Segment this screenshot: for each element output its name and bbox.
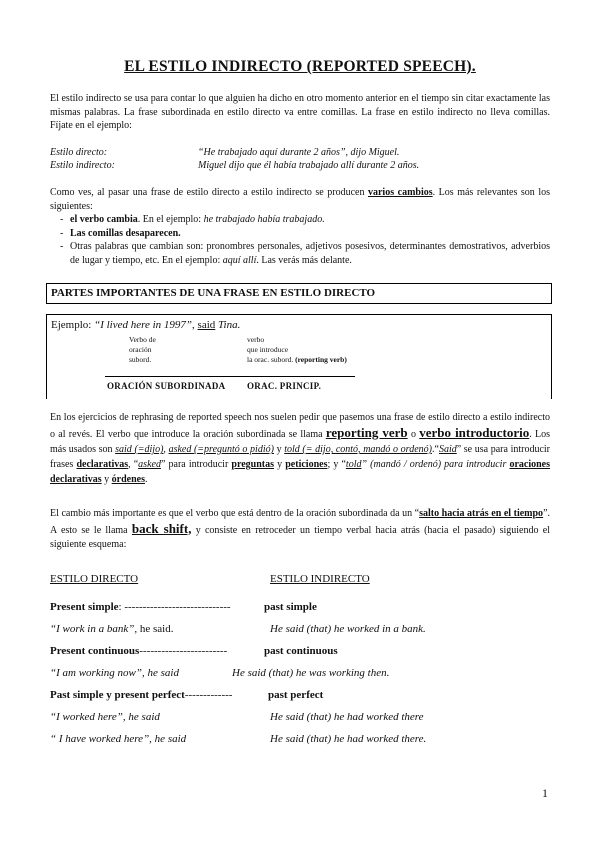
row-right: past continuous: [264, 645, 338, 657]
back-shift-paragraph: [50, 507, 550, 553]
row-right: He said (that) he had worked there: [270, 711, 424, 723]
table-row: [50, 733, 550, 755]
table-head-left: ESTILO DIRECTO: [50, 573, 139, 585]
indirect-label: Estilo indirecto:: [50, 160, 115, 171]
row-left: Past simple y present perfect: [50, 689, 185, 701]
p2-verbo-introductorio: verbo introductorio: [419, 425, 530, 440]
annot-line: verbo: [247, 335, 265, 344]
row-right: He said (that) he was working then.: [232, 667, 390, 679]
table-row: [50, 645, 550, 667]
p3-text: El cambio más importante es que el verbo que está dentro de la oración subordinada da un “: [50, 508, 420, 519]
row-right: past simple: [264, 601, 317, 613]
row-left: “ I have worked here”, he said: [50, 733, 187, 745]
p2-told: told (= dijo, contó, mandó o ordenó): [284, 444, 432, 455]
row-dash: -------------: [184, 689, 233, 701]
p3-back-shift: back shift,: [131, 520, 192, 536]
indirect-text: Miguel dijo que él había trabajado allí durante 2 años.: [198, 160, 420, 171]
annot-line: que introduce: [247, 345, 289, 354]
annot-line: Verbo de: [129, 335, 156, 344]
row-left: “I am working now”, he said: [50, 667, 179, 679]
diagram-box: [46, 314, 552, 399]
p2-text: y: [274, 459, 286, 470]
section-box: [46, 283, 552, 304]
p3-salto: salto hacia atrás en el tiempo: [419, 508, 544, 519]
changes-lead-bold: varios cambios: [367, 187, 433, 198]
p3-text: ”. A esto se le llama: [50, 508, 551, 536]
p2-said2: Said: [438, 444, 457, 455]
p2-text: ” para introducir: [160, 459, 232, 470]
table-row: [50, 689, 550, 711]
list-item: [50, 227, 550, 241]
p2-told2: told: [345, 459, 362, 470]
p2-text: ” (mandó / ordenó) para introducir: [361, 459, 510, 470]
p2-text: ,: [163, 444, 169, 455]
p2-text: .: [145, 474, 148, 485]
table-row: [50, 711, 550, 733]
item-rest: . En el ejemplo:: [137, 214, 204, 225]
p2-text: o: [407, 429, 420, 440]
p2-preguntas: preguntas: [231, 459, 274, 470]
row-dash: : -----------------------------: [118, 601, 231, 613]
p2-ordenes: órdenes: [111, 474, 145, 485]
intro-paragraph: El estilo indirecto se usa para contar lo que alguien ha dicho en otro momento anterior en el tiempo sin citar exactamente las mismas palabras. La frase subordinada en estilo directo va entre comillas. La frase en estilo indirecto no lleva comillas. Fíjate en el ejemplo:: [50, 93, 550, 131]
p2-text: ; y “: [327, 459, 346, 470]
direct-label: Estilo directo:: [50, 147, 108, 158]
item-tail: . Las verás más delante.: [256, 254, 352, 266]
ejemplo-label: Ejemplo:: [51, 319, 92, 331]
comma: ,: [192, 319, 195, 331]
item-bold: el verbo cambia: [70, 214, 138, 225]
p2-said: said (=dijo): [115, 444, 164, 455]
table-row: [50, 623, 550, 645]
p2-text: , “: [128, 459, 139, 470]
row-right: He said (that) he had worked there.: [270, 733, 427, 745]
p2-text: .“: [431, 444, 439, 455]
p3-text: y consiste en retroceder un tiempo verbal hacia atrás (hacia el pasado) siguiendo el siguiente esquema:: [50, 524, 550, 550]
tense-table: [50, 601, 550, 755]
row-dash: ------------------------: [139, 645, 228, 657]
changes-paragraph: [50, 186, 550, 267]
row-dash: he said.: [137, 623, 174, 635]
said-word: said: [197, 319, 216, 331]
section-box-title: PARTES IMPORTANTES DE UNA FRASE EN ESTILO DIRECTO: [51, 287, 376, 299]
p2-text: . Los más usados son: [50, 429, 551, 455]
row-left: “I worked here”, he said: [50, 711, 160, 723]
label-subordinada: ORACIÓN SUBORDINADA: [107, 381, 226, 391]
row-left: Present simple: [50, 601, 119, 613]
label-principal: ORAC. PRINCIP.: [247, 381, 322, 391]
sub-underline: [105, 376, 257, 377]
reporting-verb-paragraph: [50, 410, 550, 487]
p2-peticiones: peticiones: [285, 459, 328, 470]
direct-text: “He trabajado aquí durante 2 años”, dijo Miguel.: [198, 147, 400, 158]
changes-lead-end: . Los más relevantes son los siguientes:: [50, 187, 551, 212]
list-item: [50, 240, 550, 267]
table-head-right: ESTILO INDIRECTO: [270, 573, 370, 585]
p2-text: y: [101, 474, 112, 485]
item-italic: he trabajado había trabajado.: [203, 214, 325, 225]
right-annotation: [247, 335, 347, 365]
item-rest: Otras palabras que cambian son: pronombres personales, adjetivos posesivos, determinantes demostrativos, adverbios de lugar y tiempo, etc. En el ejemplo:: [70, 241, 550, 266]
p2-text: y: [273, 444, 285, 455]
list-item: [50, 213, 550, 227]
princ-underline: [243, 376, 355, 377]
p2-reporting-verb: reporting verb: [325, 425, 408, 440]
p2-oraciones-declarativas: oraciones declarativas: [50, 459, 550, 485]
p2-declarativas: declarativas: [76, 459, 129, 470]
page-number: 1: [542, 786, 548, 800]
p2-text: En los ejercicios de rephrasing de reported speech nos suelen pedir que pasemos una frase de estilo directo a estilo indirecto o al revés. El verbo que introduce la oración subordinada se llama: [50, 412, 550, 440]
diagram-example-line: [51, 319, 240, 331]
annot-line: subord.: [129, 355, 152, 364]
quote-text: “I lived here in 1997”: [94, 319, 193, 331]
p2-asked: asked (=preguntó o pidió): [168, 444, 274, 455]
tina-word: Tina.: [218, 319, 241, 331]
changes-lead: Como ves, al pasar una frase de estilo directo a estilo indirecto se producen: [50, 187, 368, 198]
item-bold: Las comillas desaparecen.: [70, 227, 181, 239]
row-left: “I work in a bank”,: [50, 623, 138, 635]
annot-bold: (reporting verb): [295, 355, 347, 364]
annot-line: oración: [129, 345, 152, 354]
p2-text: ” se usa para introducir frases: [50, 444, 551, 470]
item-italic: aquí allí: [222, 254, 257, 266]
table-row: [50, 601, 550, 623]
annot-line: la orac. subord.: [247, 355, 294, 364]
row-right: past perfect: [268, 689, 324, 701]
table-row: [50, 667, 550, 689]
row-left: Present continuous: [50, 645, 140, 657]
p2-asked2: asked: [138, 459, 161, 470]
page-title: EL ESTILO INDIRECTO (REPORTED SPEECH).: [124, 58, 476, 75]
changes-list: [50, 213, 550, 267]
row-right: He said (that) he worked in a bank.: [270, 623, 426, 635]
left-annotation: [129, 335, 156, 365]
